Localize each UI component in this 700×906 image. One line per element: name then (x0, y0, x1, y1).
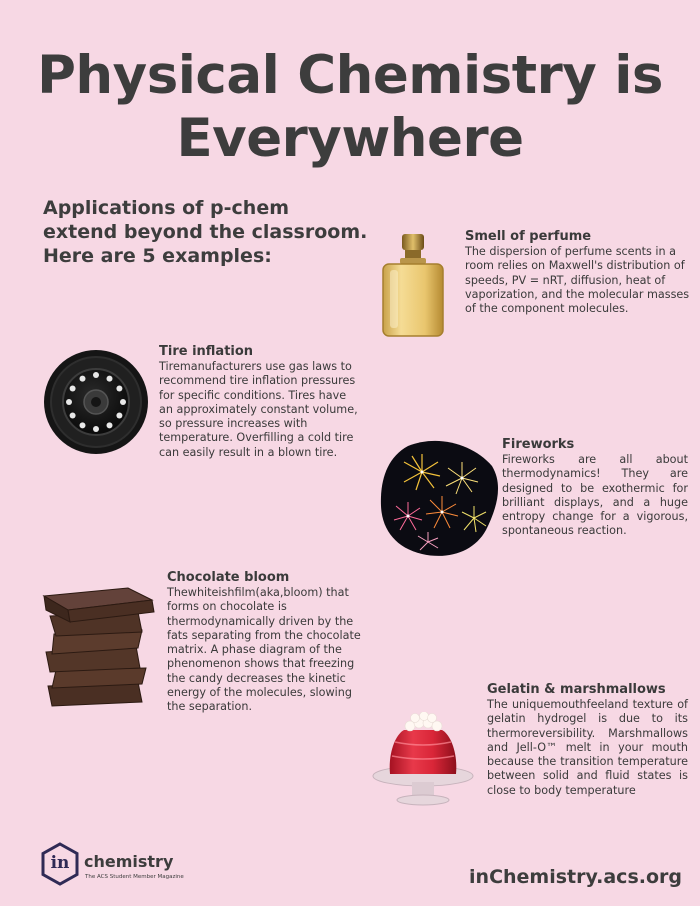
page-title (0, 44, 700, 170)
chocolate-section (167, 570, 372, 715)
title-line-1: Physical Chemistry is (37, 45, 663, 106)
intro-line-3: Here are 5 examples: (43, 245, 272, 267)
chocolate-body: Thewhiteishfilm(aka,bloom) that forms on chocolate is thermodynamically driven by the fats separating from the chocolate matrix. A phase diagram of the phenomenon shows that freezing the candy decreases the kinetic energy of the molecules, slowing the separation. (167, 586, 361, 714)
perfume-section (465, 229, 690, 316)
fireworks-image (378, 438, 500, 560)
gelatin-heading: Gelatin & marshmallows (487, 682, 666, 697)
tire-image (42, 348, 150, 456)
title-line-2: Everywhere (176, 108, 524, 169)
perfume-heading: Smell of perfume (465, 229, 592, 244)
chocolate-stack-image (42, 584, 160, 708)
chocolate-heading: Chocolate bloom (167, 570, 290, 585)
gelatin-section (487, 682, 688, 798)
tire-heading: Tire inflation (159, 344, 254, 359)
logo-tagline: The ACS Student Member Magazine (85, 874, 184, 880)
fireworks-heading: Fireworks (502, 437, 575, 452)
perfume-body: The dispersion of perfume scents in a room relies on Maxwell's distribution of speeds, PV = nRT, diffusion, heat of vaporization, and the molecular masses of the component molecules. (465, 245, 690, 316)
gelatin-dessert-image (368, 712, 478, 808)
footer-url[interactable]: inChemistry.acs.org (469, 866, 682, 888)
tire-body: Tiremanufacturers use gas laws to recommend tire inflation pressures for specific conditions. Tires have an approximately constant volume, so pressure increases with temperature. Overfilling a cold tire can easily result in a blown tire. (159, 360, 358, 459)
intro-line-1: Applications of p-chem (43, 197, 290, 219)
tire-section (159, 344, 359, 460)
logo-mark: in (50, 853, 70, 873)
gelatin-body: The uniquemouthfeeland texture of gelatin hydrogel is due to its thermoreversibility. Marshmallows and Jell-O™ melt in your mouth because the transition temperature between solid and fluid states is close to body temperature (487, 698, 688, 797)
fireworks-section (502, 437, 688, 539)
intro-line-2: extend beyond the classroom. (43, 221, 368, 243)
perfume-bottle-image (378, 232, 448, 340)
inchemistry-logo (40, 842, 184, 886)
intro-text (43, 196, 383, 268)
logo-name: chemistry (84, 852, 174, 871)
fireworks-body: Fireworks are all about thermodynamics! They are designed to be exothermic for brilliant displays, and a huge entropy change for a vigorous, spontaneous reaction. (502, 453, 688, 538)
